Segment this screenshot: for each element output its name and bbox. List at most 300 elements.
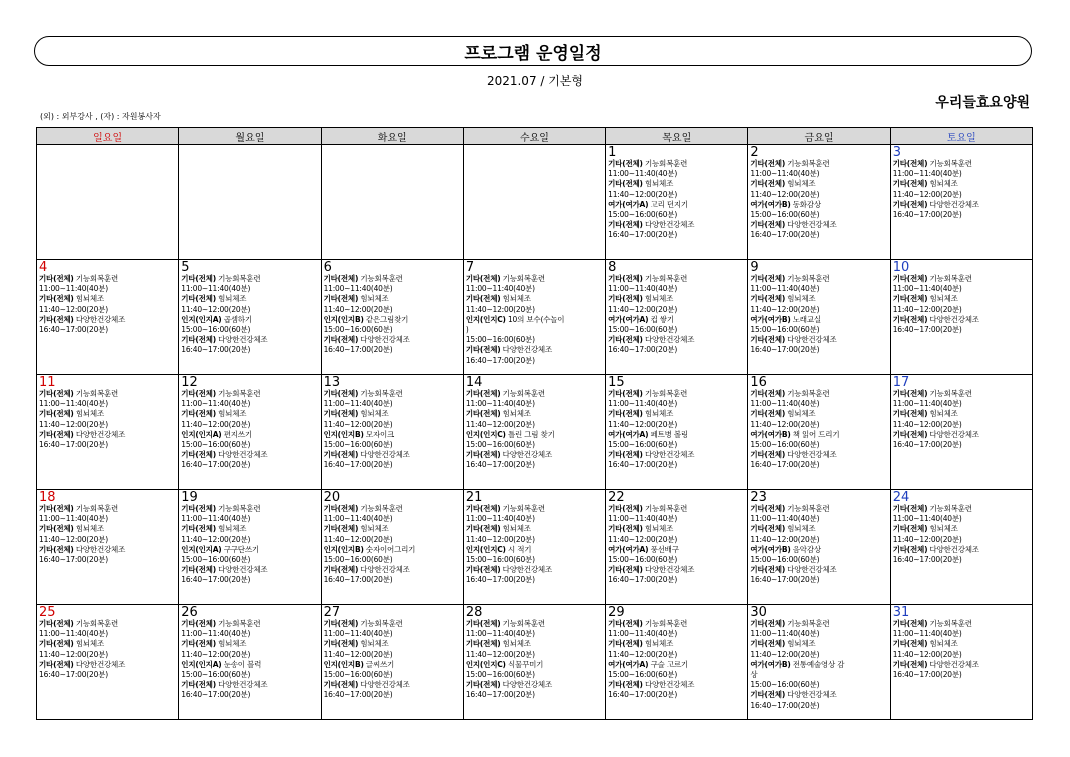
program-line	[608, 399, 745, 409]
calendar-day-cell	[321, 375, 463, 490]
weekday-header-tue: 화요일	[321, 128, 463, 145]
program-category: 여가(여가B)	[750, 659, 791, 669]
program-time: 11:00~11:40(40분)	[892, 399, 962, 409]
program-line	[181, 345, 318, 355]
program-line	[466, 420, 603, 430]
program-name: 힘뇌체조	[360, 524, 389, 534]
calendar-day-cell	[321, 490, 463, 605]
calendar-day-cell	[179, 145, 321, 260]
program-time: 16:40~17:00(20분)	[750, 345, 820, 355]
program-name: 기능회복훈련	[75, 274, 119, 283]
calendar-week-row	[37, 375, 1033, 490]
program-line	[39, 409, 176, 419]
program-line	[750, 420, 887, 430]
day-number: 20	[323, 490, 341, 505]
program-time: 16:40~17:00(20분)	[892, 440, 962, 450]
program-time: 15:00~16:00(60분)	[323, 440, 393, 450]
program-category: 기타(전체)	[39, 294, 74, 304]
day-number: 27	[323, 605, 341, 620]
program-time: 16:40~17:00(20분)	[608, 690, 678, 700]
program-time: 11:00~11:40(40분)	[39, 284, 108, 294]
program-time: 16:40~17:00(20분)	[608, 460, 678, 470]
program-category: 기타(전체)	[181, 274, 216, 283]
program-line	[608, 680, 745, 690]
program-category: 기타(전체)	[39, 619, 74, 628]
program-time: 11:40~12:00(20분)	[465, 419, 535, 429]
program-time: 11:40~12:00(20분)	[892, 189, 962, 199]
program-time: 11:00~11:40(40분)	[39, 514, 108, 524]
program-time: 15:00~16:00(60분)	[323, 555, 393, 565]
program-line	[608, 639, 745, 649]
program-time: 11:40~12:00(20분)	[608, 189, 678, 199]
program-name: 기능회복훈련	[502, 274, 545, 283]
program-line	[608, 179, 745, 189]
program-line	[324, 565, 461, 575]
calendar-day-cell	[748, 605, 890, 720]
program-time: 15:00~16:00(60분)	[608, 555, 678, 565]
program-line	[39, 274, 176, 284]
program-category: 기타(전체)	[465, 345, 501, 355]
program-line	[608, 514, 745, 524]
program-line	[750, 220, 887, 230]
program-name: 동화감상	[792, 199, 821, 209]
program-time: 15:00~16:00(60분)	[608, 440, 678, 450]
program-time: 11:00~11:40(40분)	[750, 399, 820, 409]
program-line	[750, 575, 887, 585]
program-line	[324, 409, 461, 419]
program-category: 기타(전체)	[465, 504, 501, 513]
program-line	[608, 389, 745, 399]
program-name: 힘뇌체조	[75, 409, 105, 419]
weekday-header-mon: 월요일	[179, 128, 321, 145]
program-line	[750, 555, 887, 565]
program-line	[750, 345, 887, 355]
program-line	[750, 680, 887, 690]
program-time: 11:40~12:00(20분)	[323, 304, 393, 314]
program-line	[324, 629, 461, 639]
program-category: 기타(전체)	[323, 450, 359, 460]
day-number: 4	[39, 260, 48, 275]
program-name: 힘뇌체조	[75, 639, 105, 649]
program-line	[466, 535, 603, 545]
program-time: 11:00~11:40(40분)	[39, 629, 108, 639]
program-category: 여가(여가A)	[608, 199, 649, 209]
program-category: 인지(인지C)	[465, 314, 506, 324]
calendar-day-cell	[606, 375, 748, 490]
program-line	[466, 430, 603, 440]
program-category: 인지(인지C)	[465, 429, 506, 439]
program-category: 기타(전체)	[608, 179, 643, 189]
calendar-day-cell	[179, 605, 321, 720]
program-name: 다양한건강체조	[929, 199, 979, 209]
day-number: 14	[465, 375, 483, 390]
program-time: 11:40~12:00(20분)	[892, 419, 962, 429]
program-line	[893, 179, 1030, 189]
program-name: 힘뇌체조	[644, 179, 674, 189]
program-time: 11:00~11:40(40분)	[323, 514, 393, 524]
program-time: 11:00~11:40(40분)	[323, 629, 393, 639]
program-name: 기능회복훈련	[644, 389, 688, 398]
program-line	[750, 545, 887, 555]
program-time: 15:00~16:00(60분)	[465, 555, 535, 565]
program-category: 기타(전체)	[750, 220, 786, 230]
program-line	[608, 545, 745, 555]
program-line	[324, 284, 461, 294]
program-category: 기타(전체)	[750, 274, 786, 283]
program-category: 인지(인지A)	[181, 659, 222, 669]
program-line	[466, 524, 603, 534]
program-line	[608, 159, 745, 169]
program-name: 다양한건강체조	[644, 680, 695, 690]
program-name: 같은그림찾기	[365, 314, 409, 324]
program-line	[893, 274, 1030, 284]
program-name: 다양한건강체조	[502, 345, 552, 355]
program-line	[893, 545, 1030, 555]
program-time: 16:40~17:00(20분)	[465, 355, 535, 365]
program-time: 16:40~17:00(20분)	[39, 670, 108, 680]
page-title: 프로그램 운영일정	[34, 36, 1032, 66]
program-line	[466, 680, 603, 690]
program-line	[39, 504, 176, 514]
program-line	[39, 629, 176, 639]
program-name: 힘뇌체조	[218, 409, 247, 419]
program-category: 기타(전체)	[323, 274, 359, 283]
program-category: 기타(전체)	[608, 389, 643, 398]
program-time: 16:40~17:00(20분)	[323, 460, 393, 470]
program-line	[39, 524, 176, 534]
program-line	[181, 399, 318, 409]
program-name: 풍선배구	[650, 544, 679, 554]
program-category: 기타(전체)	[608, 619, 643, 628]
program-category: 기타(전체)	[39, 389, 74, 398]
program-line	[181, 325, 318, 335]
program-name: 힘뇌체조	[929, 179, 958, 189]
program-line	[750, 389, 887, 399]
program-name: 10의 보수(수놀이	[507, 314, 565, 324]
program-name: 편지쓰기	[223, 429, 252, 439]
program-name: 다양한건강체조	[929, 544, 979, 554]
program-time: 16:40~17:00(20분)	[892, 325, 962, 335]
program-line	[750, 670, 887, 680]
program-line	[750, 284, 887, 294]
program-line	[893, 420, 1030, 430]
program-name: 기능회복훈련	[644, 274, 688, 283]
program-line	[608, 210, 745, 220]
program-line	[750, 629, 887, 639]
program-category: 기타(전체)	[892, 409, 928, 419]
program-name: 다양한건강체조	[929, 314, 979, 324]
program-category: 기타(전체)	[323, 565, 359, 575]
program-time: 11:00~11:40(40분)	[750, 169, 820, 179]
program-line	[893, 200, 1030, 210]
program-name: 다양한건강체조	[644, 450, 695, 460]
program-line	[608, 619, 745, 629]
program-name: 숫자이어그리기	[365, 544, 416, 554]
program-line	[608, 325, 745, 335]
program-line	[466, 555, 603, 565]
program-line	[608, 284, 745, 294]
program-time: 11:00~11:40(40분)	[892, 629, 962, 639]
program-time: 16:40~17:00(20분)	[750, 230, 820, 240]
program-line	[608, 535, 745, 545]
program-time: 15:00~16:00(60분)	[181, 555, 251, 565]
program-line	[324, 639, 461, 649]
program-time: 11:00~11:40(40분)	[608, 284, 678, 294]
program-category: 기타(전체)	[750, 504, 786, 513]
program-category: 기타(전체)	[39, 659, 74, 669]
program-line	[750, 230, 887, 240]
calendar-day-cell	[748, 375, 890, 490]
program-line	[466, 345, 603, 355]
program-line	[608, 409, 745, 419]
calendar-day-cell	[37, 375, 179, 490]
program-name: 곱셈하기	[223, 314, 252, 324]
program-line	[608, 690, 745, 700]
program-name: 기능회복훈련	[929, 389, 972, 398]
day-number: 15	[608, 375, 625, 390]
program-time: 15:00~16:00(60분)	[750, 680, 820, 690]
program-name: 힘뇌체조	[360, 639, 389, 649]
program-line	[893, 535, 1030, 545]
program-name: 기능회복훈련	[644, 504, 688, 513]
day-number: 25	[39, 605, 56, 620]
program-name: 다양한건강체조	[787, 335, 837, 345]
program-line	[181, 535, 318, 545]
program-line	[466, 690, 603, 700]
program-line	[608, 294, 745, 304]
day-number: 21	[465, 490, 483, 505]
program-category: 여가(여가A)	[608, 544, 649, 554]
program-line	[893, 619, 1030, 629]
program-line	[324, 430, 461, 440]
program-time: 11:40~12:00(20분)	[323, 419, 393, 429]
program-line	[893, 629, 1030, 639]
program-category: 기타(전체)	[608, 294, 643, 304]
day-number: 2	[750, 145, 759, 160]
program-line	[608, 575, 745, 585]
program-name: 다양한건강체조	[644, 565, 695, 575]
program-line	[893, 159, 1030, 169]
program-category: 기타(전체)	[608, 680, 643, 690]
program-time: 11:40~12:00(20분)	[608, 304, 678, 314]
program-line	[608, 220, 745, 230]
program-category: 기타(전체)	[39, 409, 74, 419]
program-line	[750, 639, 887, 649]
program-line	[324, 274, 461, 284]
program-line	[324, 545, 461, 555]
program-line	[750, 535, 887, 545]
program-category: 기타(전체)	[39, 274, 74, 283]
program-category: 인지(인지B)	[323, 314, 364, 324]
program-line	[893, 660, 1030, 670]
program-line	[466, 670, 603, 680]
program-line	[181, 420, 318, 430]
program-category: 기타(전체)	[181, 619, 216, 628]
program-time: 15:00~16:00(60분)	[465, 335, 535, 345]
program-category: 기타(전체)	[181, 680, 216, 690]
program-line	[608, 555, 745, 565]
program-line	[608, 190, 745, 200]
program-line	[750, 565, 887, 575]
day-number: 18	[39, 490, 56, 505]
program-line	[750, 294, 887, 304]
program-line	[39, 545, 176, 555]
program-time: 11:40~12:00(20분)	[465, 304, 535, 314]
program-category: 기타(전체)	[181, 389, 216, 398]
calendar-day-cell	[748, 490, 890, 605]
calendar-day-cell	[606, 605, 748, 720]
program-category: 인지(인지A)	[181, 429, 222, 439]
program-name: 기능회복훈련	[787, 619, 830, 628]
program-time: 11:40~12:00(20분)	[181, 304, 251, 314]
program-time: 11:40~12:00(20분)	[608, 534, 678, 544]
program-time: 15:00~16:00(60분)	[465, 440, 535, 450]
program-time: 11:00~11:40(40분)	[608, 399, 678, 409]
program-name: 기능회복훈련	[644, 159, 688, 168]
program-category: 인지(인지C)	[465, 659, 506, 669]
program-line	[324, 389, 461, 399]
program-category: 기타(전체)	[608, 565, 643, 575]
program-time: 11:40~12:00(20분)	[608, 649, 678, 659]
day-number: 24	[892, 490, 910, 505]
program-name: 다양한건강체조	[75, 659, 126, 669]
program-category: 기타(전체)	[750, 524, 786, 534]
program-line	[39, 389, 176, 399]
program-line	[181, 514, 318, 524]
organization-name: 우리들효요양원	[935, 95, 1030, 111]
program-line	[466, 504, 603, 514]
program-line	[893, 504, 1030, 514]
program-line	[324, 335, 461, 345]
program-line	[893, 169, 1030, 179]
program-time: 11:40~12:00(20분)	[323, 534, 393, 544]
day-number: 16	[750, 375, 767, 390]
program-name: 시 적기	[507, 544, 532, 554]
program-line	[750, 430, 887, 440]
program-category: 기타(전체)	[323, 335, 359, 345]
weekday-header-row	[37, 128, 1033, 145]
program-category: 기타(전체)	[465, 680, 501, 690]
program-line	[324, 345, 461, 355]
day-number: 1	[608, 145, 617, 160]
program-line	[466, 545, 603, 555]
program-name: 힘뇌체조	[360, 409, 389, 419]
program-line	[39, 650, 176, 660]
program-line	[324, 514, 461, 524]
program-time: 11:00~11:40(40분)	[465, 284, 535, 294]
program-category: 여가(여가B)	[750, 544, 791, 554]
program-name: 힘뇌체조	[502, 524, 531, 534]
program-time: 11:40~12:00(20분)	[465, 534, 535, 544]
program-name: 다양한건강체조	[929, 659, 979, 669]
calendar-day-cell	[179, 260, 321, 375]
program-time: 11:40~12:00(20분)	[323, 649, 393, 659]
program-time: 16:40~17:00(20분)	[465, 690, 535, 700]
program-line	[324, 440, 461, 450]
program-line	[39, 514, 176, 524]
program-time: 15:00~16:00(60분)	[750, 440, 820, 450]
program-name: 기능회복훈련	[360, 619, 403, 628]
program-category: 기타(전체)	[39, 504, 74, 513]
program-line	[608, 504, 745, 514]
program-line	[893, 190, 1030, 200]
calendar-day-cell	[890, 605, 1032, 720]
program-category: 기타(전체)	[892, 524, 928, 534]
program-line	[181, 294, 318, 304]
program-line	[750, 440, 887, 450]
program-line	[750, 504, 887, 514]
program-line	[750, 399, 887, 409]
program-line	[324, 670, 461, 680]
program-line	[39, 294, 176, 304]
program-name: 힘뇌체조	[929, 524, 958, 534]
program-category: 기타(전체)	[465, 274, 501, 283]
program-name: 책 읽어 드리기	[792, 429, 840, 439]
program-line	[608, 650, 745, 660]
day-number: 22	[608, 490, 625, 505]
program-category: 기타(전체)	[323, 504, 359, 513]
program-line	[466, 514, 603, 524]
program-line	[893, 210, 1030, 220]
program-category: 기타(전체)	[465, 619, 501, 628]
program-line	[39, 325, 176, 335]
program-line	[181, 450, 318, 460]
program-name: 힘뇌체조	[218, 524, 247, 534]
program-line	[750, 450, 887, 460]
program-category: 기타(전체)	[892, 619, 928, 628]
program-line	[324, 660, 461, 670]
program-line	[893, 409, 1030, 419]
program-name: 기능회복훈련	[787, 504, 830, 513]
program-line	[750, 514, 887, 524]
program-line	[324, 420, 461, 430]
program-line	[608, 200, 745, 210]
program-time: 15:00~16:00(60분)	[608, 210, 678, 220]
program-line	[466, 325, 603, 335]
program-time: 11:40~12:00(20분)	[750, 534, 820, 544]
program-line	[750, 690, 887, 700]
program-category: 인지(인지A)	[181, 544, 222, 554]
day-number: 31	[892, 605, 910, 620]
program-time: 15:00~16:00(60분)	[181, 440, 251, 450]
program-time: 15:00~16:00(60분)	[181, 670, 251, 680]
program-name: 모자이크	[365, 429, 395, 439]
program-line	[39, 399, 176, 409]
program-name: 힘뇌체조	[502, 409, 531, 419]
program-line	[181, 619, 318, 629]
program-time: 11:00~11:40(40분)	[39, 399, 108, 409]
program-line	[750, 650, 887, 660]
program-time: 11:00~11:40(40분)	[892, 284, 962, 294]
program-line	[750, 701, 887, 711]
program-category: 여가(여가B)	[750, 429, 791, 439]
calendar-day-cell	[37, 490, 179, 605]
program-line	[750, 274, 887, 284]
program-line	[893, 670, 1030, 680]
program-category: 기타(전체)	[608, 524, 643, 534]
weekday-header-thu: 목요일	[606, 128, 748, 145]
program-category: 기타(전체)	[750, 619, 786, 628]
program-category: 기타(전체)	[465, 450, 501, 460]
program-line	[750, 524, 887, 534]
program-category: 기타(전체)	[892, 639, 928, 649]
program-time: 16:40~17:00(20분)	[892, 670, 962, 680]
program-line	[181, 680, 318, 690]
program-name: 음악감상	[792, 544, 821, 554]
day-number: 6	[323, 260, 332, 275]
program-name: 다양한건강체조	[502, 450, 552, 460]
program-time: 16:40~17:00(20분)	[608, 230, 678, 240]
